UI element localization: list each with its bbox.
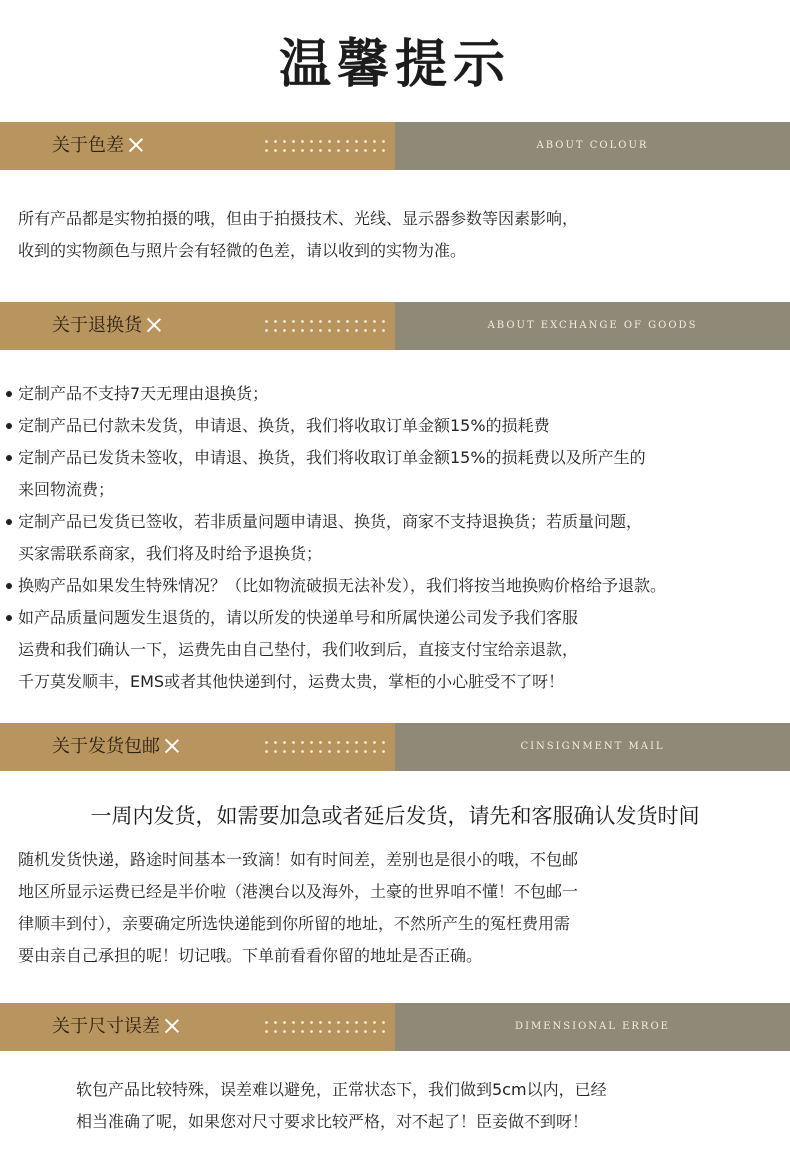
list-item (6, 442, 790, 506)
dots-pattern-icon (262, 1018, 388, 1038)
text-line: 定制产品已付款未发货，申请退、换货，我们将收取订单金额15%的损耗费 (18, 416, 550, 435)
bullet-icon (6, 519, 12, 525)
list-item (6, 570, 790, 602)
section-subtitle-en: ABOUT EXCHANGE OF GOODS (487, 320, 698, 331)
shipping-text (18, 844, 778, 972)
text-line: 买家需联系商家，我们将及时给予退换货； (18, 544, 323, 563)
section-header-exchange (0, 302, 790, 350)
list-item (6, 378, 790, 410)
text-line: 相当准确了呢，如果您对尺寸要求比较严格，对不起了！臣妾做不到呀！ (76, 1112, 589, 1131)
section-title-text: 关于色差 (52, 135, 124, 156)
bullet-icon (6, 423, 12, 429)
close-icon (164, 738, 180, 754)
close-icon (164, 1018, 180, 1034)
section-title-text: 关于尺寸误差 (52, 1016, 160, 1037)
section-subtitle-en: DIMENSIONAL ERROE (515, 1021, 670, 1032)
list-item (6, 602, 790, 698)
bullet-icon (6, 455, 12, 461)
close-icon (128, 137, 144, 153)
bullet-icon (6, 615, 12, 621)
text-line: 定制产品已发货已签收，若非质量问题申请退、换货，商家不支持退换货；若质量问题， (18, 512, 643, 531)
dots-pattern-icon (262, 137, 388, 157)
dots-pattern-icon (262, 738, 388, 758)
text-line: 千万莫发顺丰，EMS或者其他快递到付，运费太贵，掌柜的小心脏受不了呀！ (18, 672, 565, 691)
section-subtitle-en: ABOUT COLOUR (536, 140, 649, 151)
section-title-text: 关于发货包邮 (52, 736, 160, 757)
text-line: 定制产品不支持7天无理由退换货； (18, 384, 269, 403)
list-item (6, 410, 790, 442)
dots-pattern-icon (262, 317, 388, 337)
text-line: 所有产品都是实物拍摄的哦，但由于拍摄技术、光线、显示器参数等因素影响， (18, 209, 579, 228)
colour-text (18, 203, 778, 267)
section-title-text: 关于退换货 (52, 315, 142, 336)
size-text (76, 1074, 776, 1138)
section-subtitle-en: CINSIGNMENT MAIL (520, 741, 665, 752)
text-line: 律顺丰到付），亲要确定所选快递能到你所留的地址，不然所产生的冤枉费用需 (18, 914, 571, 933)
page-title: 温馨提示 (278, 35, 511, 95)
text-line: 如产品质量问题发生退货的，请以所发的快递单号和所属快递公司发予我们客服 (18, 608, 579, 627)
text-line: 来回物流费； (18, 480, 115, 499)
text-line: 收到的实物颜色与照片会有轻微的色差，请以收到的实物为准。 (18, 241, 467, 260)
section-title-shipping (52, 723, 180, 771)
text-line: 换购产品如果发生特殊情况？（比如物流破损无法补发），我们将按当地换购价格给予退款。 (18, 576, 667, 595)
section-header-colour (0, 122, 790, 170)
section-title-colour (52, 122, 144, 170)
bullet-icon (6, 583, 12, 589)
section-title-exchange (52, 302, 162, 350)
shipping-headline: 一周内发货，如需要加急或者延后发货，请先和客服确认发货时间 (90, 804, 700, 828)
text-line: 要由亲自己承担的呢！切记哦。下单前看看你留的地址是否正确。 (18, 946, 483, 965)
exchange-bullet-list (6, 378, 790, 698)
section-header-shipping (0, 723, 790, 771)
section-header-size (0, 1003, 790, 1051)
text-line: 运费和我们确认一下，运费先由自己垫付，我们收到后，直接支付宝给亲退款， (18, 640, 579, 659)
text-line: 软包产品比较特殊，误差难以避免，正常状态下，我们做到5cm以内，已经 (76, 1080, 607, 1099)
close-icon (146, 317, 162, 333)
text-line: 地区所显示运费已经是半价啦（港澳台以及海外，土豪的世界咱不懂！不包邮一 (18, 882, 579, 901)
list-item (6, 506, 790, 570)
section-title-size (52, 1003, 180, 1051)
bullet-icon (6, 391, 12, 397)
text-line: 定制产品已发货未签收，申请退、换货，我们将收取订单金额15%的损耗费以及所产生的 (18, 448, 646, 467)
text-line: 随机发货快递，路途时间基本一致滴！如有时间差，差别也是很小的哦，不包邮 (18, 850, 579, 869)
